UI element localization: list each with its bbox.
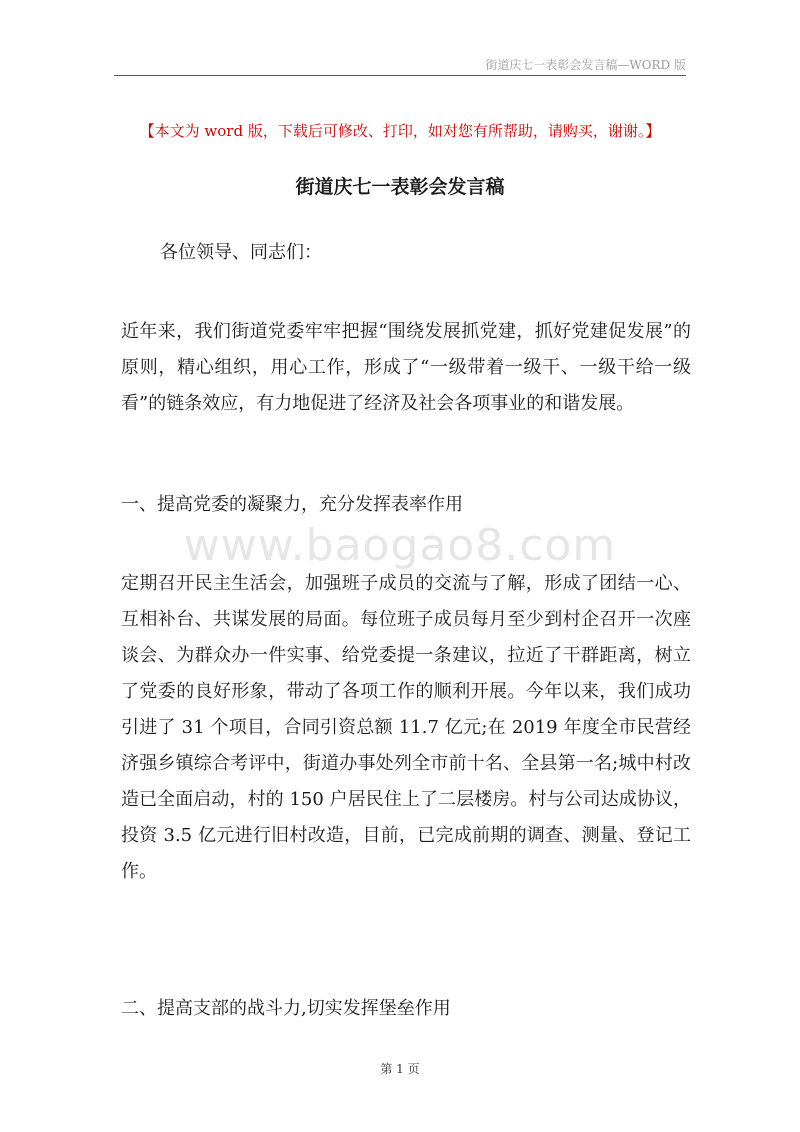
paragraph-section-1: 定期召开民主生活会，加强班子成员的交流与了解，形成了团结一心、互相补台、共谋发展的局面。每位班子成员每月至少到村企召开一次座谈会、为群众办一件实事、给党委提一条建议，拉近了干群距离，树立了党委的良好形象，带动了各项工作的顺利开展。今年以来，我们成功引进了 31 个项目，合同引资总额 11.7 亿元;在 2019 年度全市民营经济强乡镇综合考评中，街道办事处列全市前十名、全县第一名;城中村改造已全面启动，村的 150 户居民住上了二层楼房。村与公司达成协议，投资 3.5 亿元进行旧村改造，目前，已完成前期的调查、测量、登记工作。: [121, 573, 691, 882]
running-header: 街道庆七一表彰会发言稿—WORD 版: [485, 58, 686, 72]
header-divider: [114, 75, 686, 76]
section-heading-1: 一、提高党委的凝聚力，充分发挥表率作用: [121, 494, 463, 515]
greeting: 各位领导、同志们：: [160, 242, 322, 263]
document-title: 街道庆七一表彰会发言稿: [295, 176, 505, 198]
paragraph-intro: 近年来，我们街道党委牢牢把握“围绕发展抓党建，抓好党建促发展”的原则，精心组织，用心工作，形成了“一级带着一级干、一级干给一级看”的链条效应，有力地促进了经济及社会各项事业的和谐发展。: [121, 321, 691, 414]
watermark: www.baogao8.com: [183, 520, 617, 571]
download-notice: 【本文为 word 版，下载后可修改、打印，如对您有所帮助，请购买，谢谢。】: [139, 122, 661, 140]
page-number: 第 1 页: [380, 1062, 420, 1076]
section-heading-2: 二、提高支部的战斗力,切实发挥堡垒作用: [121, 998, 451, 1019]
